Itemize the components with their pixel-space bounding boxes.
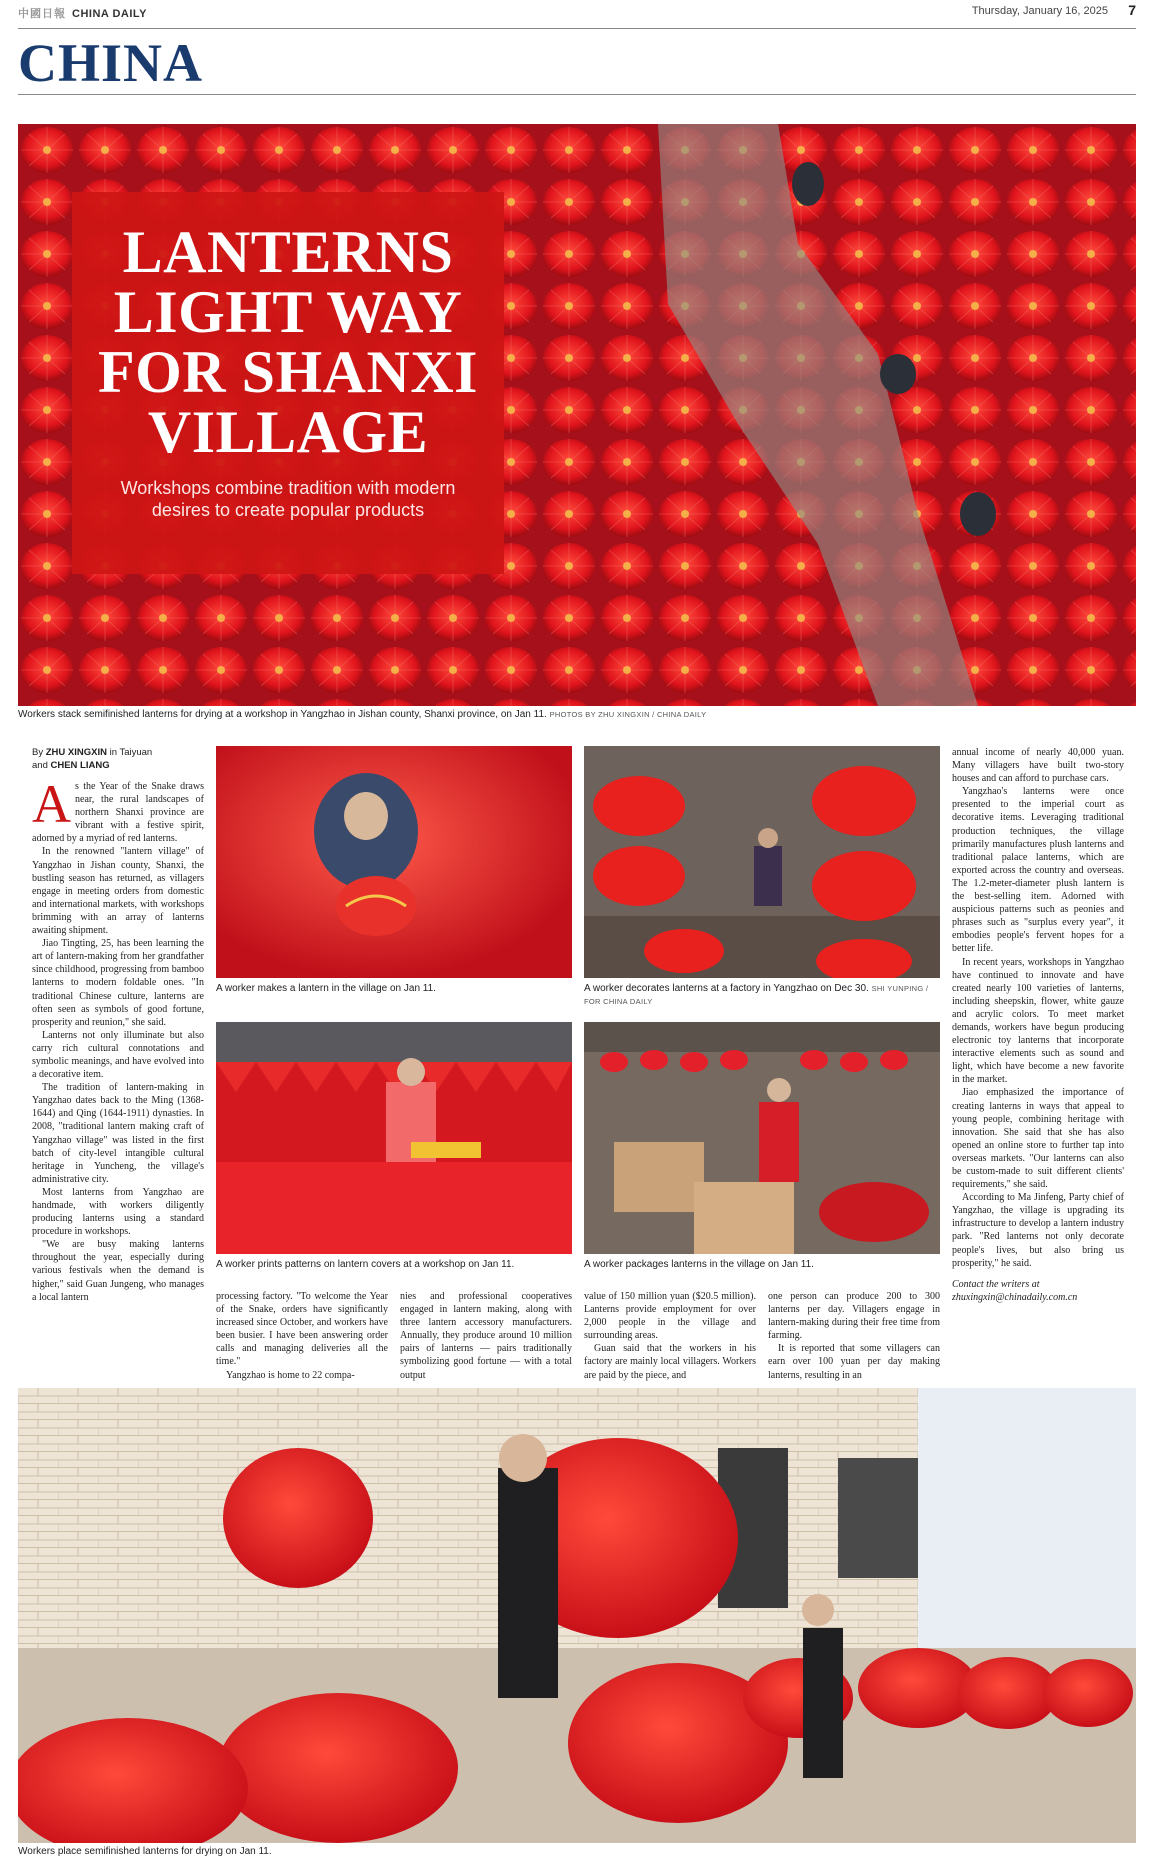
paragraph: Most lanterns from Yangzhao are handmade, with workers diligently producing lanterns using a standard procedure in workshops. [32, 1186, 204, 1238]
paragraph: The tradition of lantern-making in Yangzhao dates back to the Ming (1368-1644) and Qing (1644-1911) dynasties. In 2008, "traditional lantern making craft of Yangzhao village" was listed in the first batch of city-level intangible cultural heritage in Yuncheng, the village's administrative city. [32, 1082, 204, 1185]
issue-date: Thursday, January 16, 2025 [971, 5, 1108, 17]
photo-worker-decorating [584, 746, 940, 978]
article-column-6 [952, 746, 1124, 1304]
article-column-4 [584, 1290, 756, 1382]
paragraph: Yangzhao is home to 22 compa- [226, 1369, 355, 1381]
paragraph: "We are busy making lanterns throughout the year, especially during various festivals when the demand is higher," said Guan Jungeng, who manages a local lantern [32, 1239, 204, 1303]
article-column-5 [768, 1290, 940, 1382]
byline-location: in Taiyuan [109, 747, 153, 758]
paragraph: value of 150 million yuan ($20.5 million). Lanterns provide employment for over 2,000 people in the village and surrounding areas. [584, 1291, 756, 1342]
paragraph: one person can produce 200 to 300 lanterns per day. Villagers engage in lantern-making during their free time from farming. [768, 1291, 940, 1342]
masthead-divider [18, 28, 1136, 29]
byline-by: By [32, 747, 44, 758]
paragraph: s the Year of the Snake draws near, the rural landscapes of northern Shanxi province are vibrant with a festive spirit, adorned by a myriad of red lanterns. [32, 781, 204, 845]
paragraph: In recent years, workshops in Yangzhao have continued to innovate and have created nearly 100 varieties of lanterns, including sheepskin, flower, white gauze and acrylic colors. To meet market demands, workers have begun producing electronic toy lanterns that incorporate interactive elements such as sound and light, which have become a new favorite in the market. [952, 956, 1124, 1086]
newspaper-logo [18, 5, 147, 21]
paragraph: Lanterns not only illuminate but also carry rich cultural connotations and symbolic meanings, and have evolved into a decorative item. [32, 1029, 204, 1081]
photo-worker-making-lantern [216, 746, 572, 978]
photo-3-caption: A worker prints patterns on lantern covers at a workshop on Jan 11. [216, 1259, 515, 1270]
photo-4-caption: A worker packages lanterns in the village on Jan 11. [584, 1259, 814, 1270]
paragraph: According to Ma Jinfeng, Party chief of Yangzhao, the village is upgrading its infrastructure to develop a lantern industry park. "Red lanterns not only decorate people's lives, but also bring us prosperity," he said. [952, 1192, 1124, 1269]
logo-english: CHINA DAILY [72, 8, 147, 20]
masthead-bar [18, 2, 1136, 22]
logo-chinese: 中國日報 [18, 8, 66, 20]
photo-2-caption-text: A worker decorates lanterns at a factory in Yangzhao on Dec 30. [584, 983, 869, 994]
paragraph: It is reported that some villagers can earn over 100 yuan per day making lanterns, resulting in an [768, 1343, 940, 1381]
paragraph: Jiao emphasized the importance of creating lanterns in ways that appeal to young people, combining heritage with innovation. She said that she has also opened an online store to further tap into overseas markets. "Our lanterns can also be custom-made to suit different clients' requirements," she said. [952, 1087, 1124, 1191]
photo-2-caption [584, 982, 940, 1008]
headline-line-1: LANTERNS [122, 219, 454, 285]
paragraph: processing factory. "To welcome the Year of the Snake, orders have significantly increased since October, and workers have been busier. I have been answering order calls and managing deliveries all the time." [216, 1291, 388, 1368]
paragraph: annual income of nearly 40,000 yuan. Many villagers have built two-story houses and can afford to purchase cars. [952, 747, 1124, 785]
byline-author-1: ZHU XINGXIN [45, 747, 107, 758]
contact-label: Contact the writers at [952, 1278, 1040, 1290]
subheadline: Workshops combine tradition with modern desires to create popular products [120, 478, 456, 520]
drop-cap: A [32, 774, 71, 834]
contact-email: zhuxingxin@chinadaily.com.cn [952, 1291, 1078, 1303]
paragraph: Jiao Tingting, 25, has been learning the art of lantern-making from her grandfather since childhood, progressing from bamboo lanterns to modern foldable ones. "In traditional Chinese culture, lanterns are often seen as symbols of good fortune, prosperity and reunion," she said. [32, 938, 204, 1028]
workers-placing-lanterns-image [18, 1388, 1136, 1843]
hero-photo [18, 124, 1136, 706]
lead-paragraph [32, 774, 204, 845]
section-divider [18, 94, 1136, 95]
paragraph: nies and professional cooperatives engaged in lantern making, along with three lantern accessory manufacturers. Annually, they produce around 10 million pairs of lanterns — pairs traditionally symbolizing good fortune — with a total output [400, 1291, 572, 1381]
photo-1-caption: A worker makes a lantern in the village on Jan 11. [216, 983, 436, 994]
lantern-making-image [216, 746, 572, 978]
paragraph: Yangzhao's lanterns were once presented to the imperial court as decorative items. Leveraging traditional production techniques, the village primarily manufactures plush lanterns and traditional palace lanterns, which are exported across the country and overseas. The 1.2-meter-diameter plush lantern is the best-selling item. Adorned with auspicious patterns such as peonies and phrases such as "surplus every year", it embodies people's fervent hopes for a better life. [952, 786, 1124, 955]
article-column-2 [216, 1290, 388, 1382]
byline [32, 746, 204, 772]
paragraph: In the renowned "lantern village" of Yangzhao in Jishan county, Shanxi, the bustling season has returned, as villagers engage in meeting orders from domestic and international markets, with workshops brimming with an array of lanterns awaiting shipment. [32, 846, 204, 937]
photo-worker-printing [216, 1022, 572, 1254]
headline-line-3: FOR SHANXI [97, 339, 479, 405]
photo-worker-packaging [584, 1022, 940, 1254]
page-number: 7 [1128, 2, 1136, 18]
bottom-photo-caption: Workers place semifinished lanterns for drying on Jan 11. [18, 1846, 272, 1857]
headline [72, 219, 504, 465]
hero-photo-credit: PHOTOS BY ZHU XINGXIN / CHINA DAILY [549, 710, 707, 719]
bottom-photo [18, 1388, 1136, 1843]
article-column-3 [400, 1290, 572, 1382]
headline-box [72, 192, 504, 574]
article-column-1 [32, 746, 204, 1304]
hero-caption [18, 709, 1136, 720]
byline-author-2: CHEN LIANG [50, 760, 110, 771]
lantern-printing-image [216, 1022, 572, 1254]
contact-line [952, 1278, 1124, 1304]
photo-2-credit: SHI YUNPING / FOR CHINA DAILY [584, 984, 929, 1006]
headline-line-2: LIGHT WAY [113, 279, 463, 345]
hero-caption-text: Workers stack semifinished lanterns for drying at a workshop in Yangzhao in Jishan county, Shanxi province, on Jan 11. [18, 709, 547, 720]
paragraph: Guan said that the workers in his factory are mainly local villagers. Workers are paid by the piece, and [584, 1343, 756, 1381]
headline-line-4: VILLAGE [147, 399, 429, 465]
byline-and: and [32, 760, 48, 771]
section-title: CHINA [18, 33, 204, 93]
lantern-packaging-image [584, 1022, 940, 1254]
lantern-factory-image [584, 746, 940, 978]
